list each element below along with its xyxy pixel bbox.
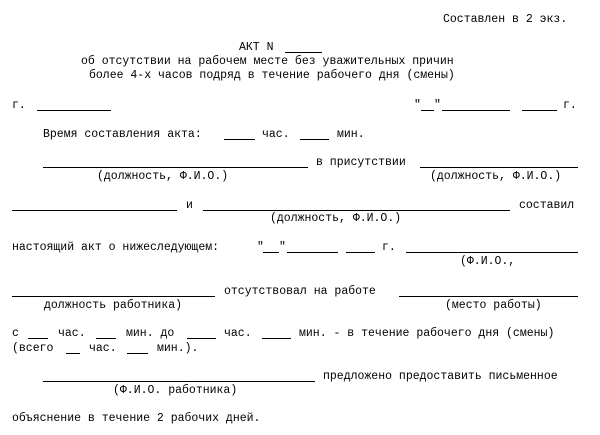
- composer-field[interactable]: [43, 167, 308, 168]
- witness-3-field[interactable]: [203, 210, 510, 211]
- act-subtitle-2: более 4-х часов подряд в течение рабочего дня (смены): [89, 69, 455, 82]
- period-from-hours-field[interactable]: [28, 338, 48, 339]
- period-rest-text: мин. - в течение рабочего дня (смены): [299, 327, 555, 340]
- employee-name-field[interactable]: [406, 252, 578, 253]
- composer-caption: (должность, Ф.И.О.): [97, 170, 229, 183]
- period-from-hours-label: час.: [58, 327, 86, 340]
- employee-position-field[interactable]: [12, 296, 215, 297]
- workplace-field[interactable]: [399, 296, 578, 297]
- witness-1-field[interactable]: [420, 167, 578, 168]
- absence-text: отсутствовал на работе: [224, 285, 376, 298]
- date-close-quote: ": [434, 99, 441, 112]
- compose-hours-field[interactable]: [224, 139, 255, 140]
- date-month-field[interactable]: [442, 110, 510, 111]
- act-number-field[interactable]: [285, 52, 322, 53]
- employee-signature-name-field[interactable]: [43, 381, 315, 382]
- witness-2-field[interactable]: [12, 210, 177, 211]
- city-field[interactable]: [37, 110, 111, 111]
- employee-signature-caption: (Ф.И.О. работника): [113, 384, 238, 397]
- total-minutes-label: мин.).: [157, 342, 199, 355]
- act-date-year-field[interactable]: [346, 252, 375, 253]
- explanation-text: предложено предоставить письменное: [323, 370, 558, 383]
- and-text: и: [186, 199, 193, 212]
- period-from: с: [12, 327, 19, 340]
- date-day-field[interactable]: [421, 110, 434, 111]
- act-date-month-field[interactable]: [287, 252, 338, 253]
- date-year-suffix: г.: [563, 99, 577, 112]
- workplace-caption: (место работы): [445, 299, 542, 312]
- compose-time-label: Время составления акта:: [43, 128, 202, 141]
- date-open-quote: ": [414, 99, 421, 112]
- total-hours-field[interactable]: [66, 353, 80, 354]
- act-statement-text: настоящий акт о нижеследующем:: [12, 241, 220, 254]
- presence-text: в присутствии: [316, 156, 406, 169]
- composed-text: составил: [519, 199, 575, 212]
- employee-position-caption: должность работника): [44, 299, 183, 312]
- act-date-year-suffix: г.: [382, 241, 396, 254]
- copies-note: Составлен в 2 экз.: [443, 13, 568, 26]
- act-date-close-quote: ": [279, 241, 286, 254]
- witness-3-caption: (должность, Ф.И.О.): [270, 212, 402, 225]
- compose-hours-label: час.: [262, 128, 290, 141]
- period-to-minutes-field[interactable]: [262, 338, 291, 339]
- total-label: (всего: [12, 342, 54, 355]
- compose-minutes-field[interactable]: [300, 139, 329, 140]
- period-to-hours-field[interactable]: [187, 338, 216, 339]
- witness-1-caption: (должность, Ф.И.О.): [430, 170, 562, 183]
- act-date-open-quote: ": [257, 241, 264, 254]
- city-prefix: г.: [12, 99, 26, 112]
- date-year-field[interactable]: [522, 110, 557, 111]
- act-subtitle-1: об отсутствии на рабочем месте без уважительных причин: [81, 55, 454, 68]
- act-title: АКТ N: [239, 41, 274, 54]
- compose-minutes-label: мин.: [337, 128, 365, 141]
- period-to-hours-label: час.: [224, 327, 252, 340]
- total-hours-label: час.: [89, 342, 117, 355]
- period-from-minutes-field[interactable]: [96, 338, 116, 339]
- act-date-day-field[interactable]: [263, 252, 279, 253]
- period-from-minutes-label: мин. до: [126, 327, 175, 340]
- total-minutes-field[interactable]: [127, 353, 148, 354]
- employee-name-caption: (Ф.И.О.,: [460, 255, 516, 268]
- explanation-deadline-text: объяснение в течение 2 рабочих дней.: [12, 412, 261, 425]
